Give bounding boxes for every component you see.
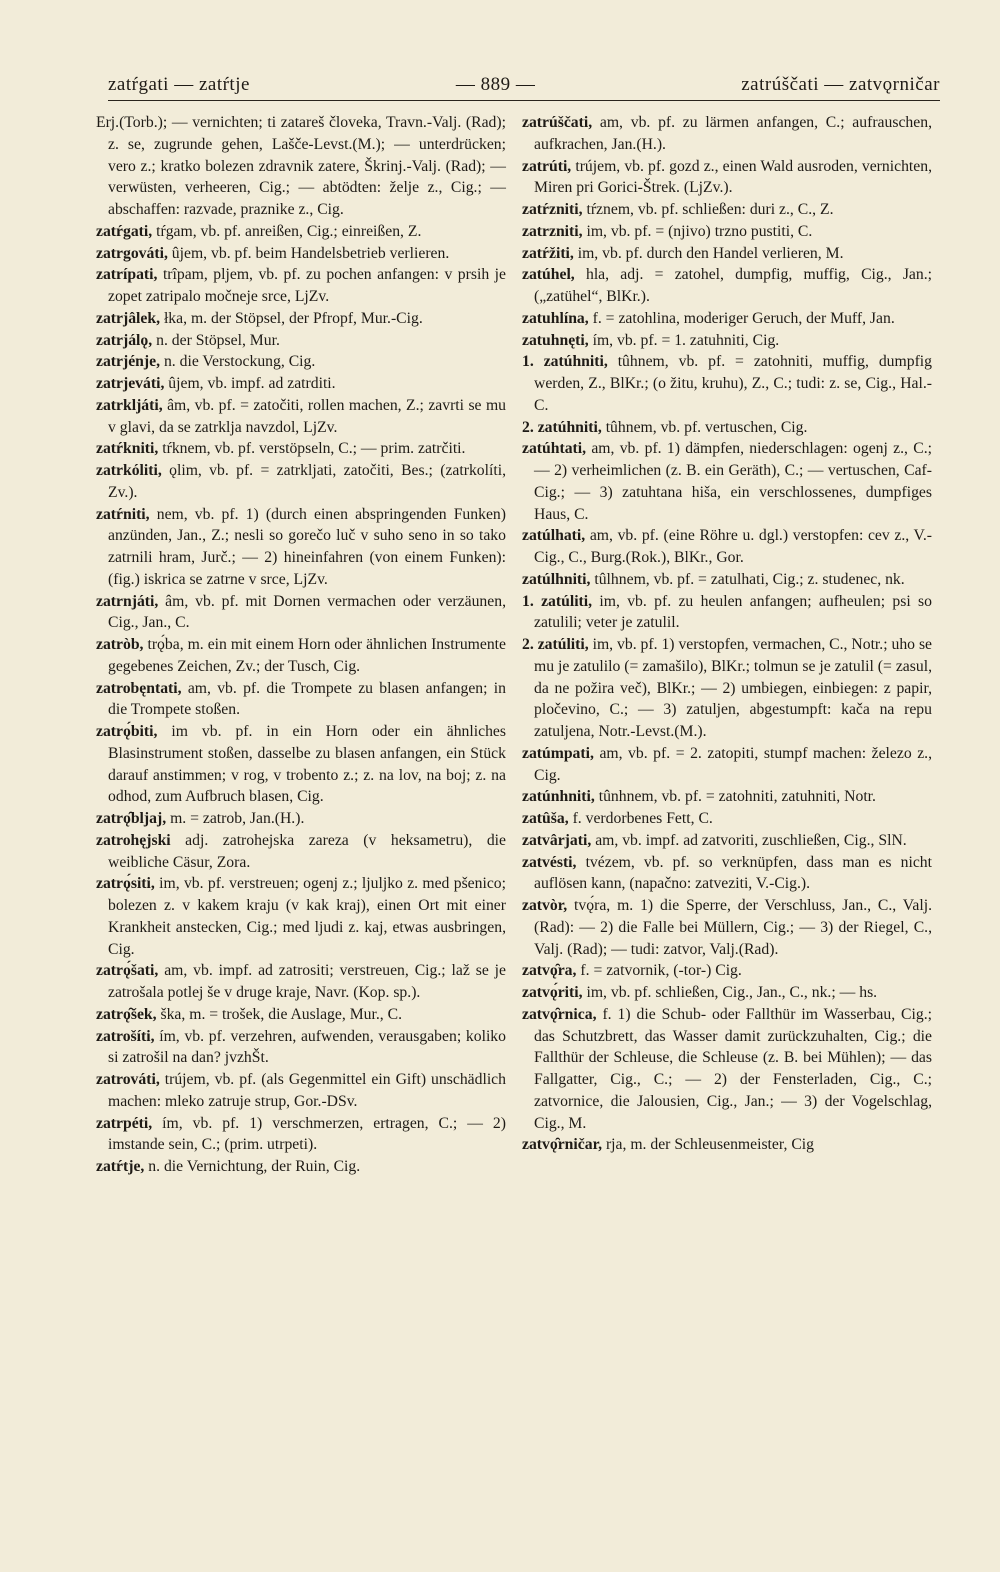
dictionary-entry [522,895,932,960]
entry-headword: zatrováti, [96,1071,160,1088]
entry-definition: f. = zatohlina, moderiger Geruch, der Muff, Jan. [592,309,895,327]
entry-headword: 2. zatúhniti, [522,418,602,436]
dictionary-entry [96,830,506,874]
entry-definition: trújem, vb. pf. gozd z., einen Wald ausroden, vernichten, Miren pri Gorici-Štrek. (LjZv.). [534,157,933,197]
entry-definition: trǫ́ba, m. ein mit einem Horn oder ähnlichen Instrumente gegebenes Zeichen, Zv.; der Tusch, Cig. [108,636,507,675]
dictionary-entry [96,112,506,221]
dictionary-entry [522,982,932,1004]
dictionary-entry [96,1004,506,1026]
entry-headword: zatŕzniti, [522,201,583,218]
page-header [108,58,940,101]
dictionary-entry [522,243,932,265]
dictionary-entry [96,721,506,808]
entry-headword: zatrjeváti, [96,375,165,392]
dictionary-entry [96,504,506,591]
entry-headword: zatúhtati, [522,440,587,458]
dictionary-entry [522,112,932,156]
entry-headword: zatŕtje, [96,1158,145,1175]
dictionary-entry [96,808,506,830]
dictionary-entry [522,634,932,743]
entry-headword: zatrnjáti, [96,592,159,610]
entry-definition: Erj.(Torb.); — vernichten; ti zatareš človeka, Travn.-Valj. (Rad); z. se, zugrunde gehen, Lašče-Levst.(M.); — unterdrücken; vero z.; kratko bolezen zdravnik zatere, Škrinj.-Valj. (Rad); — verwüsten, verheeren, Cig.; — abtödten: želje z., Cig.; — abschaffen: razvade, praznike z., Cig. [96,114,506,218]
entry-definition: ška, m. = trošek, die Auslage, Mur., C. [160,1005,403,1023]
entry-headword: zatúhel, [522,266,575,284]
header-right-guideword: zatrúščati — zatvǫrničar [741,74,940,95]
dictionary-entry [96,1156,506,1178]
entry-headword: zatrípati, [96,266,158,284]
entry-headword: zatvârjati, [522,831,592,849]
entry-definition: im, vb. pf. 1) verstopfen, vermachen, C., Notr.; uho se mu je zatulilo (= zamašilo), BlKr.; tolmun se je zatulil (= zasul, da ne požira več), BlKr.; — 2) umbiegen, einbiegen: z papir, pločevino, C.; — 3) zatuljen, abgestumpft: kača na repu zatuljena, Notr.-Levst.(M.). [534,636,933,740]
entry-definition: âm, vb. pf. = zatočiti, rollen machen, Z.; zavrti se mu v glavi, da se zatrklja navzdol, LjZv. [108,396,506,436]
entry-headword: zatvòr, [522,897,568,914]
entry-definition: tûlhnem, vb. pf. = zatulhati, Cig.; z. studenec, nk. [594,570,905,588]
entry-definition: ím, vb. pf. 1) verschmerzen, ertragen, C.; — 2) imstande sein, C.; (prim. utrpeti). [108,1114,506,1154]
dictionary-entry [522,156,932,200]
dictionary-entry [96,591,506,635]
dictionary-entry [96,634,506,678]
entry-headword: zatuhnęti, [522,331,589,349]
entry-definition: nem, vb. pf. 1) (durch einen abspringenden Funken) anzünden, Jan., Z.; nesli so gorečo luč v suho seno in so tako zatrnili hram, Jurč.; — 2) hineinfahren (von einem Funken): (fig.) iskrica se zatrne v srce, LjZv. [108,505,506,588]
entry-definition: ûjem, vb. impf. ad zatrditi. [168,375,336,392]
entry-headword: zatŕgati, [96,222,153,240]
entry-definition: trújem, vb. pf. (als Gegenmittel ein Gift) unschädlich machen: mleko zatruje strup, Gor.-DSv. [108,1071,506,1110]
entry-headword: zatrúščati, [522,114,593,131]
dictionary-entry [96,330,506,352]
dictionary-entry [96,960,506,1004]
entry-definition: âm, vb. pf. mit Dornen vermachen oder verzäunen, Cig., Jan., C. [108,592,506,632]
dictionary-entry [96,438,506,460]
entry-definition: łka, m. der Stöpsel, der Pfropf, Mur.-Cig. [163,309,423,327]
dictionary-entry [522,264,932,308]
dictionary-entry [96,308,506,330]
entry-definition: im, vb. pf. durch den Handel verlieren, M. [577,244,844,262]
entry-headword: zatrpéti, [96,1114,153,1132]
dictionary-entry [96,264,506,308]
entry-definition: rja, m. der Schleusenmeister, Cig [605,1136,814,1154]
dictionary-entry [522,199,932,221]
dictionary-entry [522,960,932,982]
dictionary-entry [522,830,932,852]
entry-definition: tvézem, vb. pf. so verknüpfen, dass man es nicht auflösen kann, (napačno: zatveziti, V.-Cig.). [534,853,932,893]
entry-definition: am, vb. pf. = 2. zatopiti, stumpf machen: železo z., Cig. [534,744,933,784]
entry-headword: 1. zatúhniti, [522,353,608,371]
entry-headword: zatŕniti, [96,505,150,523]
dictionary-entry [522,852,932,896]
entry-definition: tûhnem, vb. pf. = zatohniti, muffig, dumpfig werden, Z., BlKr.; (o žitu, kruhu), Z., C.; tudi: z. se, Cig., Hal.-C. [534,353,932,414]
dictionary-entry [96,1113,506,1157]
dictionary-entry [522,351,932,416]
entry-definition: n. der Stöpsel, Mur. [156,331,280,349]
entry-headword: zatúmpati, [522,744,594,762]
dictionary-entry [522,786,932,808]
entry-definition: tŕznem, vb. pf. schließen: duri z., C., Z. [586,201,834,218]
entry-definition: tŕknem, vb. pf. verstöpseln, C.; — prim. zatrčiti. [162,440,466,458]
entry-definition: am, vb. pf. die Trompete zu blasen anfangen; in die Trompete stoßen. [108,679,506,719]
entry-headword: zatûša, [522,810,569,827]
entry-definition: im vb. pf. in ein Horn oder ein ähnliches Blasinstrument stoßen, dasselbe zu blasen anfangen, ein Stück darauf anstimmen; v rog, v trobento z.; z. na lov, na boj; z. na odhod, zum Aufbruch blasen, Cig. [108,723,506,806]
dictionary-entry [96,678,506,722]
entry-definition: am, vb. pf. 1) dämpfen, niederschlagen: ogenj z., C.; — 2) verheimlichen (z. B. ein Geräth), C.; — vertuschen, Caf-Cig.; — 3) zatuhtana hiša, ein verschlossenes, dumpfiges Haus, C. [534,440,932,523]
entry-definition: f. = zatvornik, (-tor-) Cig. [580,962,742,980]
header-left-guideword: zatŕgati — zatŕtje [108,74,250,95]
entry-headword: zatrzniti, [522,222,583,240]
entry-definition: tŕgam, vb. pf. anreißen, Cig.; einreißen, Z. [156,222,422,240]
entry-definition: trîpam, pljem, vb. pf. zu pochen anfangen: v prsih je zopet zatripalo močneje srce, LjZv. [108,266,506,305]
entry-definition: ǫlim, vb. pf. = zatrkljati, zatočiti, Bes.; (zatrkolíti, Zv.). [108,462,506,501]
dictionary-entry [96,351,506,373]
entry-headword: zatrjálǫ, [96,331,153,349]
dictionary-entry [522,808,932,830]
entry-definition: am, vb. impf. ad zatrositi; verstreuen, Cig.; laž se je zatrošala potlej še v druge kraje, Navr. (Kop. sp.). [108,962,506,1001]
dictionary-entry [522,330,932,352]
page-number: — 889 — [455,74,536,95]
entry-headword: zatrúti, [522,157,572,175]
entry-headword: zatúnhniti, [522,788,595,806]
entry-headword: zatrohęjski [96,831,171,849]
dictionary-entry [522,591,932,635]
entry-definition: am, vb. pf. zu lärmen anfangen, C.; aufrauschen, aufkrachen, Jan.(H.). [534,114,933,153]
entry-definition: tvǫ́ra, m. 1) die Sperre, der Verschluss, Jan., C., Valj.(Rad): — 2) die Falle bei Müllern, Cig.; — 3) der Riegel, C., Valj. (Rad); — tudi: zatvor, Valj.(Rad). [534,897,932,958]
entry-definition: im, vb. pf. verstreuen; ogenj z.; ljuljko z. med pšenico; bolezen z. v kakem kraju (v kak kraj), einen Ort mit einer Krankheit anstecken, Cig.; med ljudi z. kaj, etwas ausbringen, Cig. [108,875,507,958]
entry-definition: f. 1) die Schub- oder Fallthür im Wasserbau, Cig.; das Schutzbrett, das Wasser damit zurückzuhalten, Cig.; die Fallthür der Schleuse, die Schleuse (z. B. bei Mühlen); — das Fallgatter, Cig., C.; — 2) der Fensterladen, Cig., C.; zatvornice, die Jalousien, Cig., Jan.; — 3) der Vogelschlag, Cig., M. [534,1005,932,1132]
entry-headword: zatŕkniti, [96,440,159,458]
entry-definition: im, vb. pf. = (njivo) trzno pustiti, C. [586,222,813,240]
entry-headword: 1. zatúliti, [522,592,593,610]
entry-headword: zatrǫ́siti, [96,875,155,893]
entry-definition: tûhnem, vb. pf. vertuschen, Cig. [605,418,808,436]
entry-headword: 2. zatúliti, [522,636,589,653]
entry-headword: zatrǫ̑šek, [96,1005,157,1023]
dictionary-entry [522,525,932,569]
entry-definition: n. die Vernichtung, der Ruin, Cig. [148,1158,361,1175]
entry-headword: zatrobęntati, [96,679,182,697]
entry-headword: zatúlhniti, [522,570,591,588]
entry-headword: zatvǫ̑rničar, [522,1136,603,1154]
entry-headword: zatuhlína, [522,309,589,327]
entry-headword: zatrǫ́šati, [96,962,159,980]
dictionary-entry [522,221,932,243]
dictionary-entry [96,1026,506,1070]
dictionary-entry [522,743,932,787]
dictionary-entry [96,221,506,243]
entry-definition: adj. zatrohejska zareza (v heksametru), die weibliche Cäsur, Zora. [108,831,506,871]
entry-definition: am, vb. pf. (eine Röhre u. dgl.) verstopfen: cev z., V.-Cig., C., Burg.(Rok.), BlKr., Gor. [534,527,932,566]
entry-headword: zatrošíti, [96,1027,155,1045]
dictionary-entry [96,873,506,960]
entry-headword: zatrjâlek, [96,309,161,327]
dictionary-entry [522,308,932,330]
entry-headword: zatròb, [96,636,144,653]
entry-headword: zatrkóliti, [96,462,162,479]
entry-headword: zatrǫ́biti, [96,723,158,740]
entry-headword: zatvésti, [522,853,577,871]
entry-definition: im, vb. pf. zu heulen anfangen; aufheulen; psi so zatulili; veter je zatulil. [534,592,933,632]
dictionary-entry [522,417,932,439]
entry-definition: hla, adj. = zatohel, dumpfig, muffig, Cig., Jan.; („zatühel“, BlKr.). [534,266,933,305]
entry-definition: tûnhnem, vb. pf. = zatohniti, zatuhniti, Notr. [598,788,876,806]
dictionary-entry [522,569,932,591]
dictionary-entry [96,460,506,504]
entry-headword: zatvǫ̑rnica, [522,1005,597,1023]
left-column [96,112,506,1178]
dictionary-entry [522,438,932,525]
right-column [522,112,932,1156]
dictionary-entry [96,395,506,439]
entry-headword: zatvǫ̑ra, [522,962,577,980]
entry-headword: zatrkljáti, [96,396,163,414]
dictionary-entry [522,1134,932,1156]
entry-definition: n. die Verstockung, Cig. [163,353,316,371]
entry-headword: zatvǫ́riti, [522,984,583,1001]
entry-headword: zatrjénje, [96,353,161,371]
dictionary-entry [96,1069,506,1113]
entry-definition: m. = zatrob, Jan.(H.). [170,810,305,827]
dictionary-entry [96,373,506,395]
entry-definition: ím, vb. pf. = 1. zatuhniti, Cig. [592,331,780,349]
entry-headword: zatrǫ̑bljaj, [96,810,167,827]
entry-headword: zatŕžiti, [522,244,574,262]
entry-definition: am, vb. impf. ad zatvoriti, zuschließen, Cig., SlN. [595,831,907,849]
entry-definition: ûjem, vb. pf. beim Handelsbetrieb verlieren. [171,244,450,262]
entry-headword: zatrgováti, [96,244,168,262]
dictionary-entry [522,1004,932,1135]
entry-definition: im, vb. pf. schließen, Cig., Jan., C., nk.; — hs. [586,984,878,1001]
entry-headword: zatúlhati, [522,527,586,545]
dictionary-entry [96,243,506,265]
entry-definition: ím, vb. pf. verzehren, aufwenden, verausgaben; koliko si zatrošil na dan? jvzhŠt. [108,1027,506,1067]
entry-definition: f. verdorbenes Fett, C. [572,810,713,827]
